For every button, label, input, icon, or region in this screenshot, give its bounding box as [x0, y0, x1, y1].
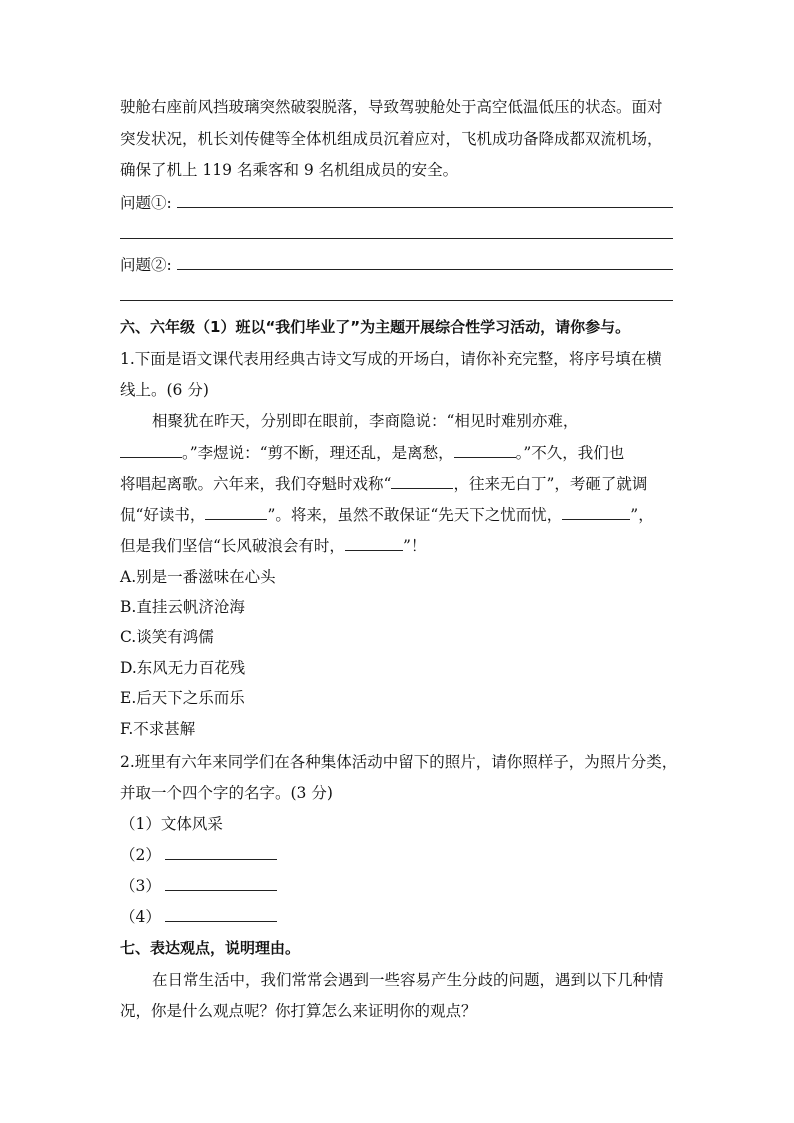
passage-text: ”， — [630, 506, 654, 524]
passage-line-3 — [120, 474, 647, 494]
category-item-3 — [120, 876, 277, 896]
category-item-1 — [120, 814, 223, 834]
blank-2[interactable] — [454, 443, 516, 458]
option-f: F.不求甚解 — [120, 720, 196, 738]
category-item-4 — [120, 907, 277, 927]
blank-4[interactable] — [205, 505, 267, 520]
section-7-line-1: 在日常生活中，我们常常会遇到一些容易产生分歧的问题，遇到以下几种情 — [152, 971, 664, 989]
question-2-label: 问题②: — [120, 256, 172, 274]
section-7-heading: 七、表达观点，说明理由。 — [120, 939, 301, 957]
category-item-2 — [120, 845, 277, 865]
passage-text: ”。将来，虽然不敢保证“先天下之忧而忧， — [267, 506, 563, 524]
passage-text: 侃“好读书， — [120, 506, 206, 524]
blank-3[interactable] — [391, 474, 453, 489]
item-number: （3） — [120, 877, 161, 895]
passage-text: ，往来无白丁”，考砸了就调 — [453, 475, 648, 493]
option-c: C.谈笑有鸿儒 — [120, 628, 214, 646]
item-number: （2） — [120, 846, 161, 864]
passage-line-2 — [120, 443, 624, 463]
item-text: 文体风采 — [160, 815, 223, 833]
task-2-line-2: 并取一个四个字的名字。(3 分) — [120, 784, 333, 802]
task-2-line-1: 2.班里有六年来同学们在各种集体活动中留下的照片，请你照样子，为照片分类， — [120, 753, 678, 771]
question-2-answer-line-2[interactable] — [120, 300, 673, 301]
category-blank-2[interactable] — [165, 845, 277, 860]
blank-1[interactable] — [120, 443, 182, 458]
intro-line-2: 突发状况，机长刘传健等全体机组成员沉着应对，飞机成功备降成都双流机场， — [120, 130, 663, 148]
passage-text: 将唱起离歌。六年来，我们夺魁时戏称“ — [120, 475, 392, 493]
item-number: （4） — [120, 908, 161, 926]
passage-text: 。”李煜说：“剪不断，理还乱，是离愁， — [182, 444, 454, 462]
passage-line-5 — [120, 536, 426, 556]
task-1-line-1: 1.下面是语文课代表用经典古诗文写成的开场白，请你补充完整，将序号填在横 — [120, 350, 662, 368]
question-1-answer-line-2[interactable] — [120, 238, 673, 239]
category-blank-3[interactable] — [165, 876, 277, 891]
option-a: A.别是一番滋味在心头 — [120, 568, 276, 586]
passage-text: ”！ — [402, 537, 427, 555]
passage-line-1: 相聚犹在昨天，分别即在眼前，李商隐说：“相见时难别亦难， — [152, 412, 579, 430]
intro-line-1: 驶舱右座前风挡玻璃突然破裂脱落，导致驾驶舱处于高空低温低压的状态。面对 — [120, 98, 663, 116]
blank-5[interactable] — [562, 505, 630, 520]
section-6-heading: 六、六年级（1）班以“我们毕业了”为主题开展综合性学习活动，请你参与。 — [120, 318, 631, 336]
intro-line-3: 确保了机上 119 名乘客和 9 名机组成员的安全。 — [120, 161, 459, 179]
passage-line-4 — [120, 505, 654, 525]
option-b: B.直挂云帆济沧海 — [120, 598, 245, 616]
item-number: （1） — [120, 815, 161, 833]
section-7-line-2: 况，你是什么观点呢？你打算怎么来证明你的观点？ — [120, 1002, 477, 1020]
option-e: E.后天下之乐而乐 — [120, 689, 245, 707]
question-1-label: 问题①: — [120, 194, 172, 212]
passage-text: 。”不久，我们也 — [515, 444, 625, 462]
passage-text: 但是我们坚信“长风破浪会有时， — [120, 537, 345, 555]
question-1-answer-line[interactable] — [177, 207, 673, 208]
task-1-line-2: 线上。(6 分) — [120, 381, 209, 399]
question-2-answer-line[interactable] — [177, 269, 673, 270]
option-d: D.东风无力百花残 — [120, 659, 246, 677]
category-blank-4[interactable] — [165, 907, 277, 922]
blank-6[interactable] — [345, 536, 403, 551]
